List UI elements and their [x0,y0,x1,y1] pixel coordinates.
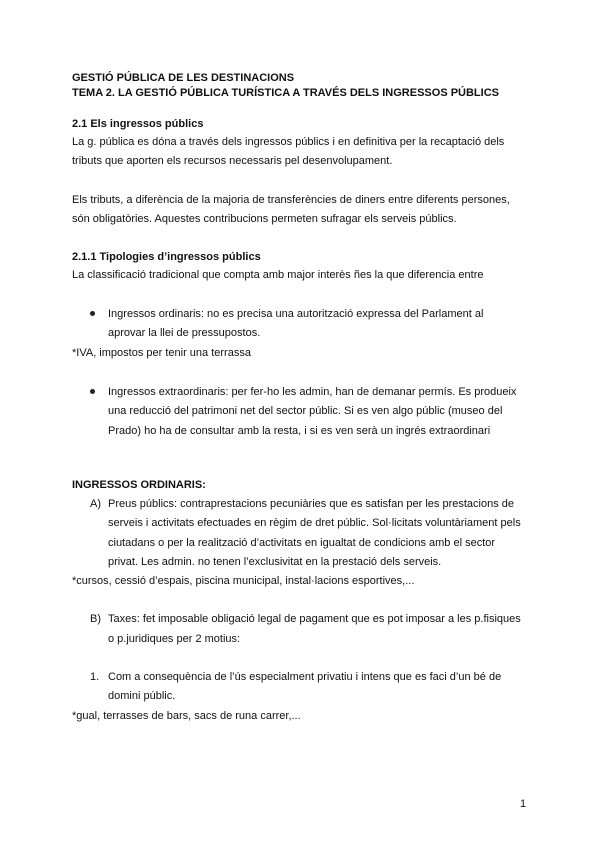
bullet-line: Ingressos ordinaris: no es precisa una autorització expressa del Parlament al [108,308,484,320]
list-line: serveis i activitats efectuades en règim de dret públic. Sol·licitats voluntàriament pels [108,517,521,529]
list-line: Com a consequència de l’ús especialment privatiu i intens que es faci d’un bé de [108,671,502,683]
list-line: o p.juridiques per 2 motius: [108,633,241,645]
section-2-1-1-title: 2.1.1 Tipologies d’ingressos públics [72,251,261,263]
note-line: *IVA, impostos per tenir una terrassa [72,347,251,359]
paragraph-line: Els tributs, a diferència de la majoria de transferències de diners entre diferents persones, [72,194,510,206]
list-label: A) [90,498,101,510]
paragraph-line: tributs que aporten els recursos necessaris pel desenvolupament. [72,155,393,167]
bullet-line: Ingressos extraordinaris: per fer-ho les admin, han de demanar permís. Es produeix [108,386,517,398]
bullet-line: aprovar la llei de pressupostos. [108,327,261,339]
bullet-line: Prado) ho ha de consultar amb la resta, i si es ven serà un ingrés extraordinari [108,425,491,437]
ordinaris-title: INGRESSOS ORDINARIS: [72,479,206,491]
list-line: domini públic. [108,690,176,702]
bullet-icon [90,311,95,316]
paragraph-line: són obligatòries. Aquestes contribucions permeten sufragar els serveis públics. [72,213,457,225]
note-line: *gual, terrasses de bars, sacs de runa carrer,... [72,710,301,722]
note-line: *cursos, cessió d’espais, piscina municipal, instal·lacions esportives,... [72,575,415,587]
document-title: GESTIÓ PÚBLICA DE LES DESTINACIONS [72,72,295,84]
paragraph-line: La g. pública es dóna a través dels ingressos públics i en definitiva per la recaptació dels [72,136,505,148]
bullet-line: una reducció del patrimoni net del sector públic. Si es ven algo públic (museo del [108,405,503,417]
list-label: 1. [90,671,100,683]
bullet-icon [90,389,95,394]
section-2-1-title: 2.1 Els ingressos públics [72,118,204,130]
topic-title: TEMA 2. LA GESTIÓ PÚBLICA TURÍSTICA A TRAVÉS DELS INGRESSOS PÚBLICS [72,87,499,99]
list-line: Preus públics: contraprestacions pecuniàries que es satisfan per les prestacions de [108,498,515,510]
list-label: B) [90,613,101,625]
page-number: 1 [520,798,527,810]
list-line: Taxes: fet imposable obligació legal de pagament que es pot imposar a les p.fisiques [108,613,521,625]
list-line: privat. Les admin. no tenen l’exclusivitat en la prestació dels serveis. [108,556,442,568]
list-line: ciutadans o per la realització d’activitats en igualtat de condicions amb el sector [108,537,496,549]
paragraph-line: La classificació tradicional que compta amb major interès ñes la que diferencia entre [72,269,484,281]
